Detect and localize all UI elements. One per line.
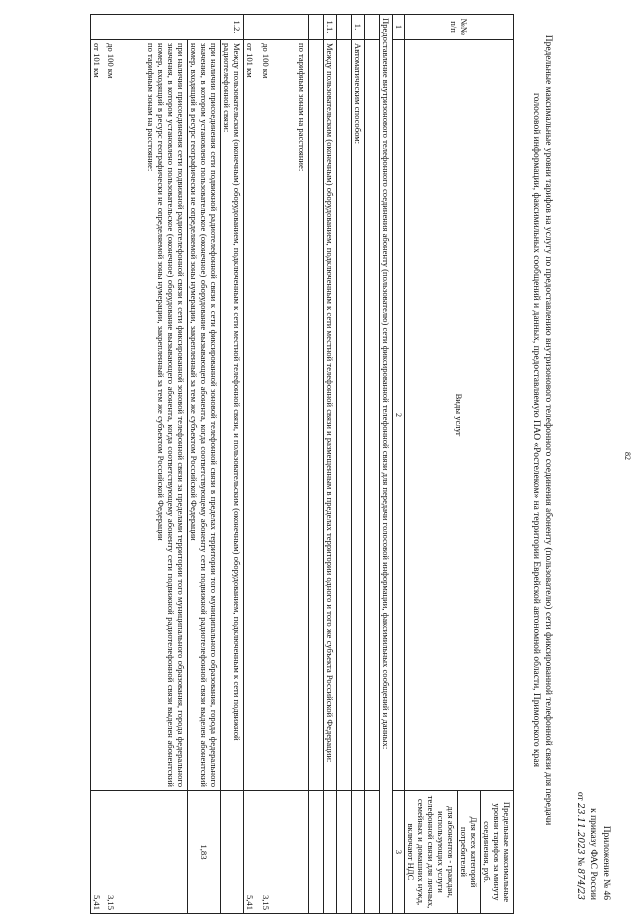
header-all-categories: Для всех категорий потребителей [458,791,481,914]
row-1-2 [221,15,244,914]
row-1-text: Автоматическим способом: [352,40,365,791]
number-value: 874/23 [575,868,585,900]
row-1-2-p2-text: при наличии присоединения сети подвижной радиотелефонной связи к сети фиксированной зоновой телефонной связи за пределами территории того муниципального образования, города федерального значения, в котором установлено пользовательское (оконечное) оборудование вызывающего абонента, когда соответствующему абоненту сети подвижной радиотелефонной связи выделен абонентский номер, входящий в ресурс географически не определяемой зоны нумерации, закрепленный за тем же субъектом Российской Федерации [156,43,186,787]
appendix-order: к приказу ФАС России [588,808,598,900]
row-1-2-p1-text: при наличии присоединения сети подвижной радиотелефонной связи к сети фиксированной зоновой телефонной связи в пределах территории того муниципального образования, города федерального значения, в котором установлено пользовательское (оконечное) оборудование вызывающего абонента, когда соответствующему абоненту сети подвижной радиотелефонной связи выделен абонентский номер, входящий в ресурс географически не определяемой зоны нумерации, закрепленный за тем же субъектом Российской Федерации [188,40,221,791]
row-1-num: 1. [352,15,365,40]
row-1-2-num: 1.2. [91,15,244,40]
value-up-to-100: 3,15 [261,894,271,910]
appendix-title: Приложение № 46 [601,825,611,900]
document-title: Предельные максимальные уровни тарифов на услугу по предоставлению внутризонового телефонного соединения абоненту (пользователю) сети фиксированной телефонной связи для передачи голосовой информации, факсимильных сообщений и данных, предоставляемую ПАО «Ростелеком» на территории Еврейской автономной области, Приморского края [531,34,553,826]
section-row [380,15,393,914]
row-1-1-zones [244,15,309,914]
section-title: Предоставление внутризонового телефонного соединения абоненту (пользователю) сети фиксированной телефонной связи для передачи голосовой информации, факсимильных сообщений и данных: [380,15,393,914]
row-1-2-zones-label: по тарифным зонам на расстояние: [146,43,156,172]
value-from-101: 5,41 [245,894,255,910]
appendix-header [573,792,612,900]
value-b-from-101: 5,41 [92,894,102,910]
page-number: 82 [623,452,632,460]
header-citizens: для абонентов - граждан, использующих услуги телефонной связи для личных, семейных и домашних нужд, включают НДС [405,791,458,914]
appendix-date-line [573,792,586,900]
spacer-row [309,15,324,914]
row-1-2-p2 [91,15,188,914]
zones-label: по тарифным зонам на расстояние: [297,43,307,172]
header-levels: Предельные максимальные уровни тарифов за минуту соединения, руб. [481,791,514,914]
col-num-3: 3 [393,791,405,914]
row-1-2-from-101: от 101 км [92,43,102,78]
zone-up-to-100: до 100 км [261,43,271,79]
row-1 [352,15,365,914]
row-1-2-p2-values [91,791,188,914]
row-1-2-up-to-100: до 100 км [106,43,116,79]
row-1-2-p2-block [91,40,188,791]
header-num: №№ п/п [405,15,514,40]
col-num-1: 1 [393,15,405,40]
row-1-1-text: Между пользовательским (оконечным) оборудованием, подключенным к сети местной телефонной связи и размещенным в пределах территории одного и того же субъекта Российской Федерации: [324,40,337,791]
zone-from-101: от 101 км [245,43,255,78]
header-services: Виды услуг [405,40,514,791]
number-prefix: № [575,856,585,866]
row-1-1-values [244,791,309,914]
row-1-1-num: 1.1. [324,15,337,40]
row-1-2-text: Между пользовательским (оконечным) оборудованием, подключенным к сети местной телефонной связи, и пользовательским (оконечным) оборудованием, подключенным к сети подвижной радиотелефонной связи: [221,40,244,791]
col-num-2: 2 [393,40,405,791]
row-1-2-p1 [188,15,221,914]
date-prefix: от [575,791,585,801]
column-number-row [393,15,405,914]
row-1-1 [324,15,337,914]
spacer-row [337,15,352,914]
row-1-2-p1-value: 1,83 [188,791,221,914]
date-value: 23.11.2023 [575,802,585,855]
header-row [481,15,514,914]
value-b-up-to-100: 3,15 [106,894,116,910]
tariff-table [90,14,514,914]
spacer-row [365,15,380,914]
row-1-1-zones-block [244,40,309,791]
